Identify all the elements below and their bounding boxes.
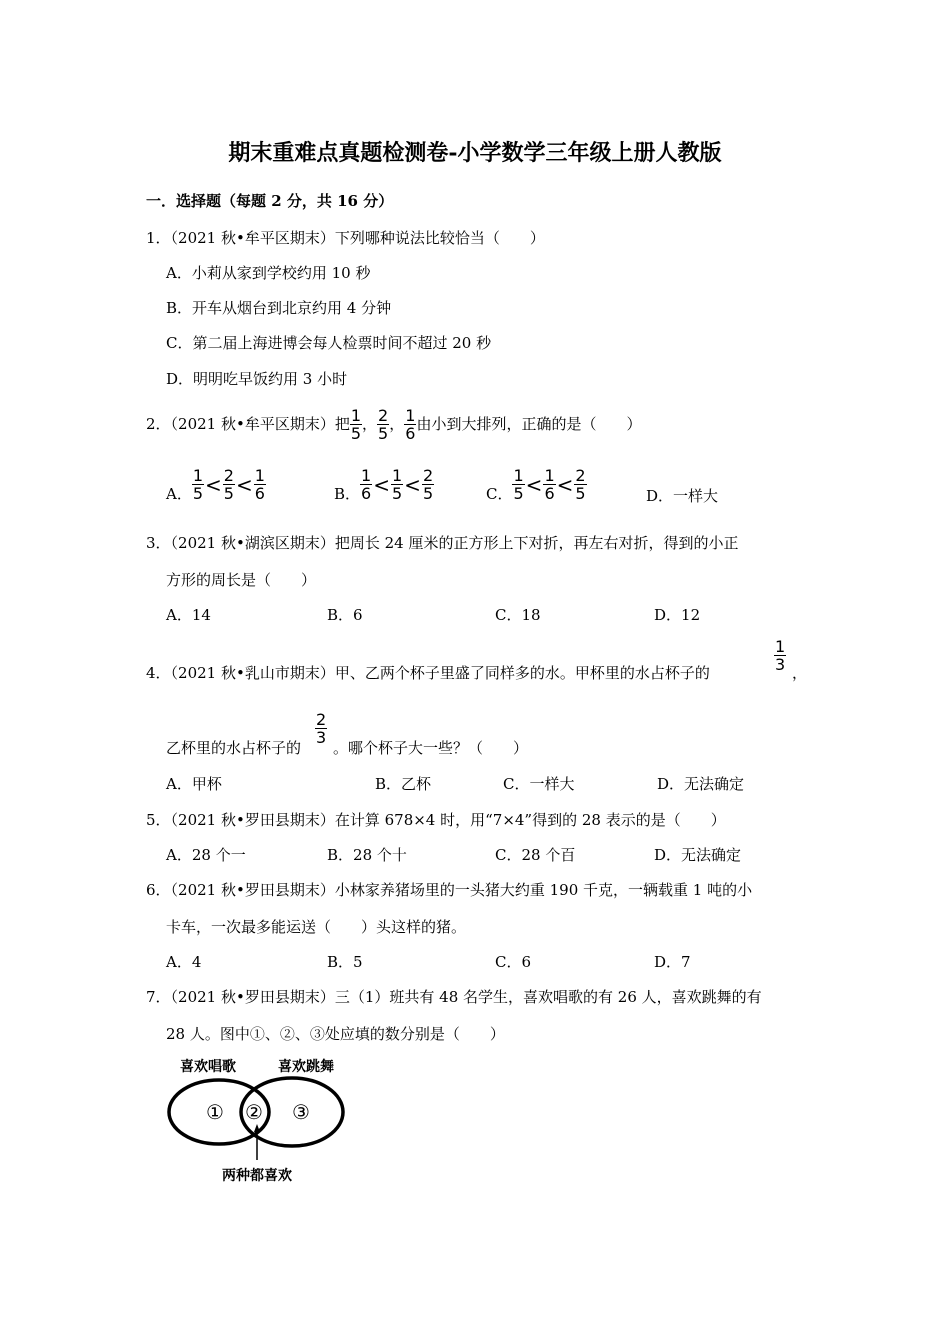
q2-fraction-2 (377, 407, 389, 442)
q4-fraction-2 (315, 711, 327, 746)
denominator: 6 (254, 484, 265, 503)
q1-option-c: C．第二届上海进博会每人检票时间不超过 20 秒 (166, 334, 492, 352)
q2-suffix: 由小到大排列，正确的是（ ） (416, 415, 642, 433)
q5-option-a: A．28 个一 (166, 846, 246, 864)
q6-option-c: C．6 (495, 953, 532, 971)
less-than-sign: < (205, 472, 222, 497)
less-than-sign: < (404, 472, 421, 497)
venn-region-3: ③ (292, 1100, 310, 1124)
denominator: 6 (361, 484, 372, 503)
q7-stem-line1: 7．（2021 秋•罗田县期末）三（1）班共有 48 名学生，喜欢唱歌的有 26 人，喜欢跳舞的有 (146, 988, 762, 1006)
venn-region-2: ② (245, 1100, 263, 1124)
q5-option-c: C．28 个百 (495, 846, 576, 864)
numerator: 1 (361, 466, 372, 485)
q2-option-d: D．一样大 (646, 487, 719, 505)
q2-option-c (486, 460, 587, 506)
venn-region-1: ① (206, 1100, 224, 1124)
option-label: A． (166, 485, 192, 503)
q6-stem-line1: 6．（2021 秋•罗田县期末）小林家养猪场里的一头猪大约重 190 千克，一辆载重 1 吨的小 (146, 881, 753, 899)
numerator: 1 (350, 405, 362, 425)
q5-option-b: B．28 个十 (327, 846, 407, 864)
separator: ， (362, 415, 378, 433)
denominator: 5 (350, 423, 362, 443)
q4-option-b: B．乙杯 (375, 775, 432, 793)
q4-option-c: C．一样大 (503, 775, 575, 793)
venn-right-label: 喜欢跳舞 (278, 1059, 334, 1075)
q4-option-d: D．无法确定 (657, 775, 745, 793)
denominator: 6 (544, 484, 555, 503)
numerator: 2 (316, 710, 327, 729)
numerator: 1 (405, 405, 416, 425)
q7-stem-line2: 28 人。图中①、②、③处应填的数分别是（ ） (166, 1025, 505, 1043)
q6-stem-line2: 卡车，一次最多能运送（ ）头这样的猪。 (166, 918, 467, 936)
q4-option-a: A．甲杯 (166, 775, 222, 793)
fraction (254, 467, 266, 502)
q3-option-d: D．12 (654, 606, 701, 624)
q2-prefix: 2．（2021 秋•牟平区期末）把 (146, 415, 350, 433)
q2-option-a (166, 460, 266, 506)
fraction (391, 467, 403, 502)
numerator: 2 (575, 466, 586, 485)
q3-option-c: C．18 (495, 606, 541, 624)
denominator: 3 (775, 655, 786, 674)
fraction (422, 467, 434, 502)
venn-left-label: 喜欢唱歌 (180, 1059, 236, 1075)
q5-stem: 5．（2021 秋•罗田县期末）在计算 678×4 时，用“7×4”得到的 28 表示的是（ ） (146, 811, 726, 829)
q6-option-a: A．4 (166, 953, 202, 971)
denominator: 5 (378, 423, 389, 443)
q6-option-d: D．7 (654, 953, 691, 971)
denominator: 3 (316, 728, 327, 747)
numerator: 1 (513, 466, 524, 485)
section-heading: 一．选择题（每题 2 分，共 16 分） (146, 192, 394, 210)
numerator: 1 (544, 466, 555, 485)
q4-comma: ， (792, 664, 808, 682)
less-than-sign: < (556, 472, 574, 497)
denominator: 5 (575, 484, 586, 503)
denominator: 5 (422, 484, 434, 503)
q1-stem: 1．（2021 秋•牟平区期末）下列哪种说法比较恰当（ ） (146, 229, 545, 247)
q5-option-d: D．无法确定 (654, 846, 742, 864)
numerator: 1 (254, 466, 265, 485)
q4-stem-line2-start: 乙杯里的水占杯子的 (166, 739, 302, 757)
q3-stem-line2: 方形的周长是（ ） (166, 571, 317, 589)
fraction (223, 467, 235, 502)
venn-diagram (160, 1052, 360, 1192)
q2-stem (146, 400, 641, 448)
numerator: 1 (775, 637, 786, 656)
q3-stem-line1: 3．（2021 秋•湖滨区期末）把周长 24 厘米的正方形上下对折，再左右对折，得到的小正 (146, 534, 739, 552)
q1-option-b: B．开车从烟台到北京约用 4 分钟 (166, 299, 392, 317)
q1-option-a: A．小莉从家到学校约用 10 秒 (166, 264, 371, 282)
fraction (192, 467, 204, 502)
denominator: 6 (405, 423, 416, 443)
numerator: 2 (223, 466, 234, 485)
q2-fraction-1 (350, 407, 362, 442)
fraction (574, 467, 586, 502)
option-label: C． (486, 485, 513, 503)
option-label: B． (334, 485, 361, 503)
fraction (512, 467, 524, 502)
q6-option-b: B．5 (327, 953, 363, 971)
venn-bottom-label: 两种都喜欢 (222, 1168, 292, 1184)
numerator: 1 (192, 466, 204, 485)
denominator: 5 (223, 484, 234, 503)
venn-pointer-arrow (254, 1124, 260, 1132)
page-title: 期末重难点真题检测卷-小学数学三年级上册人教版 (228, 140, 722, 166)
q2-fraction-3 (404, 407, 416, 442)
fraction (543, 467, 555, 502)
less-than-sign: < (373, 472, 390, 497)
q4-stem-line1: 4．（2021 秋•乳山市期末）甲、乙两个杯子里盛了同样多的水。甲杯里的水占杯子的 (146, 664, 710, 682)
q3-option-a: A．14 (166, 606, 211, 624)
q1-option-d: D．明明吃早饭约用 3 小时 (166, 370, 348, 388)
q3-option-b: B．6 (327, 606, 363, 624)
denominator: 5 (513, 484, 524, 503)
separator: ， (389, 415, 405, 433)
fraction (360, 467, 372, 502)
numerator: 2 (422, 466, 434, 485)
numerator: 2 (378, 405, 389, 425)
less-than-sign: < (235, 472, 253, 497)
less-than-sign: < (525, 472, 543, 497)
q2-option-b (334, 460, 434, 506)
q4-stem-line2-end: 。哪个杯子大一些？（ ） (333, 739, 529, 757)
numerator: 1 (391, 466, 403, 485)
q4-fraction-1 (774, 638, 786, 673)
denominator: 5 (192, 484, 204, 503)
denominator: 5 (391, 484, 403, 503)
